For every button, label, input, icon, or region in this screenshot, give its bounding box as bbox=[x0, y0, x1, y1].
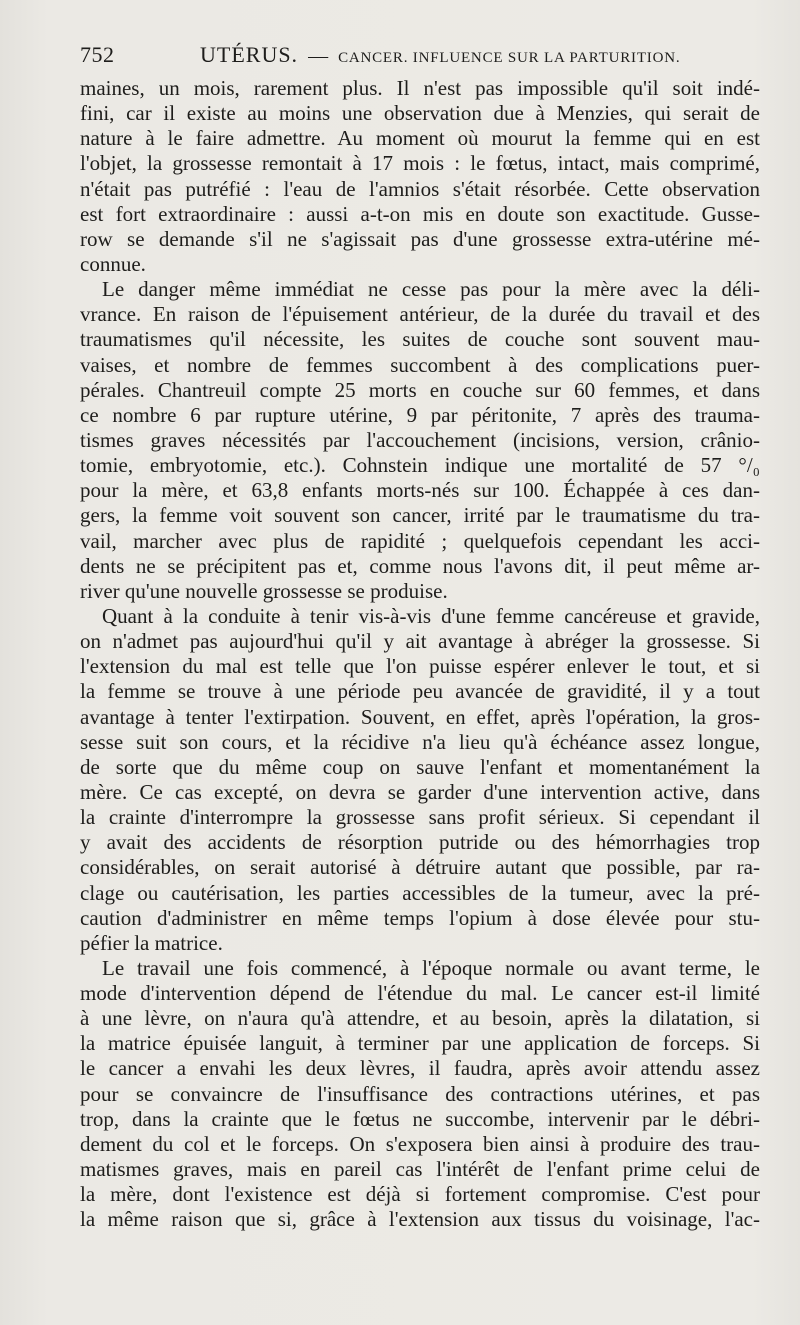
text-line: mode d'intervention dépend de l'étendue du mal. Le cancer est-il limité bbox=[80, 981, 760, 1006]
text-line: la matrice épuisée languit, à terminer par une application de forceps. Si bbox=[80, 1031, 760, 1056]
paragraph-start-line: Quant à la conduite à tenir vis-à-vis d'une femme cancéreuse et gravide, bbox=[102, 603, 760, 628]
text-line: ce nombre 6 par rupture utérine, 9 par péritonite, 7 après des trauma- bbox=[80, 402, 760, 427]
text-line: le cancer a envahi les deux lèvres, il faudra, après avoir attendu assez bbox=[80, 1056, 760, 1081]
page-number: 752 bbox=[80, 42, 115, 67]
text-line: péfier la matrice. bbox=[80, 930, 223, 955]
text-line: y avait des accidents de résorption putride ou des hémorrhagies trop bbox=[80, 830, 760, 855]
text-line: avantage à tenter l'extirpation. Souvent, en effet, après l'opération, la gros- bbox=[80, 704, 760, 729]
text-line: sesse suit son cours, et la récidive n'a lieu qu'à échéance assez longue, bbox=[80, 729, 760, 754]
text-line: caution d'administrer en même temps l'opium à dose élevée pour stu- bbox=[80, 905, 760, 930]
text-line: on n'admet pas aujourd'hui qu'il y ait avantage à abréger la grossesse. Si bbox=[80, 629, 760, 654]
page-header bbox=[80, 42, 760, 70]
text-line: matismes graves, mais en pareil cas l'intérêt de l'enfant prime celui de bbox=[80, 1157, 760, 1182]
running-head bbox=[200, 42, 680, 68]
text-line: nature à le faire admettre. Au moment où mourut la femme qui en est bbox=[80, 126, 760, 151]
text-line: river qu'une nouvelle grossesse se produise. bbox=[80, 578, 448, 603]
text-line: pour la mère, et 63,8 enfants morts-nés sur 100. Échappée à ces dan- bbox=[80, 478, 760, 503]
text-line: dement du col et le forceps. On s'exposera bien ainsi à produire des trau- bbox=[80, 1131, 760, 1156]
text-line: n'était pas putréfié : l'eau de l'amnios s'était résorbée. Cette observation bbox=[80, 176, 760, 201]
text-line: l'extension du mal est telle que l'on puisse espérer enlever le tout, et si bbox=[80, 654, 760, 679]
text-line: traumatismes qu'il nécessite, les suites de couche sont souvent mau- bbox=[80, 327, 760, 352]
paragraph-start-line: Le danger même immédiat ne cesse pas pour la mère avec la déli- bbox=[102, 277, 760, 302]
running-head-title: UTÉRUS. bbox=[200, 42, 299, 67]
text-line: est fort extraordinaire : aussi a-t-on mis en doute son exactitude. Gusse- bbox=[80, 201, 760, 226]
text-line: la mère, dont l'existence est déjà si fortement compromise. C'est pour bbox=[80, 1182, 760, 1207]
text-line: mère. Ce cas excepté, on devra se garder d'une intervention active, dans bbox=[80, 779, 760, 804]
text-line: vaises, et nombre de femmes succombent à des complications puer- bbox=[80, 352, 760, 377]
text-line: tomie, embryotomie, etc.). Cohnstein indique une mortalité de 57 °/₀ bbox=[80, 453, 760, 478]
text-line: considérables, on serait autorisé à détruire autant que possible, par ra- bbox=[80, 855, 760, 880]
text-line: connue. bbox=[80, 251, 146, 276]
paragraph-start-line: Le travail une fois commencé, à l'époque normale ou avant terme, le bbox=[102, 955, 760, 980]
text-line: dents ne se précipitent pas et, comme nous l'avons dit, il peut même ar- bbox=[80, 553, 760, 578]
text-line: vail, marcher avec plus de rapidité ; quelquefois cependant les acci- bbox=[80, 528, 760, 553]
text-line: maines, un mois, rarement plus. Il n'est pas impossible qu'il soit indé- bbox=[80, 76, 760, 100]
text-line: la même raison que si, grâce à l'extension aux tissus du voisinage, l'ac- bbox=[80, 1207, 760, 1232]
text-line: gers, la femme voit souvent son cancer, irrité par le traumatisme du tra- bbox=[80, 503, 760, 528]
body-text bbox=[80, 76, 760, 1232]
text-line: trop, dans la crainte que le fœtus ne succombe, intervenir par le débri- bbox=[80, 1106, 760, 1131]
text-line: de sorte que du même coup on sauve l'enfant et momentanément la bbox=[80, 754, 760, 779]
text-line: pour se convaincre de l'insuffisance des contractions utérines, et pas bbox=[80, 1081, 760, 1106]
text-line: tismes graves nécessités par l'accouchement (incisions, version, crânio- bbox=[80, 427, 760, 452]
running-head-dash: — bbox=[308, 45, 329, 67]
text-line: à une lèvre, on n'aura qu'à attendre, et au besoin, après la dilatation, si bbox=[80, 1006, 760, 1031]
text-line: clage ou cautérisation, les parties accessibles de la tumeur, avec la pré- bbox=[80, 880, 760, 905]
text-line: la crainte d'interrompre la grossesse sans profit sérieux. Si cependant il bbox=[80, 805, 760, 830]
running-head-subtitle: CANCER. INFLUENCE SUR LA PARTURITION. bbox=[338, 50, 681, 66]
text-line: la femme se trouve à une période peu avancée de gravidité, il y a tout bbox=[80, 679, 760, 704]
text-line: l'objet, la grossesse remontait à 17 mois : le fœtus, intact, mais comprimé, bbox=[80, 151, 760, 176]
text-line: fini, car il existe au moins une observation due à Menzies, qui serait de bbox=[80, 101, 760, 126]
text-line: row se demande s'il ne s'agissait pas d'une grossesse extra-utérine mé- bbox=[80, 226, 760, 251]
text-line: pérales. Chantreuil compte 25 morts en couche sur 60 femmes, et dans bbox=[80, 377, 760, 402]
text-line: vrance. En raison de l'épuisement antérieur, de la durée du travail et des bbox=[80, 302, 760, 327]
